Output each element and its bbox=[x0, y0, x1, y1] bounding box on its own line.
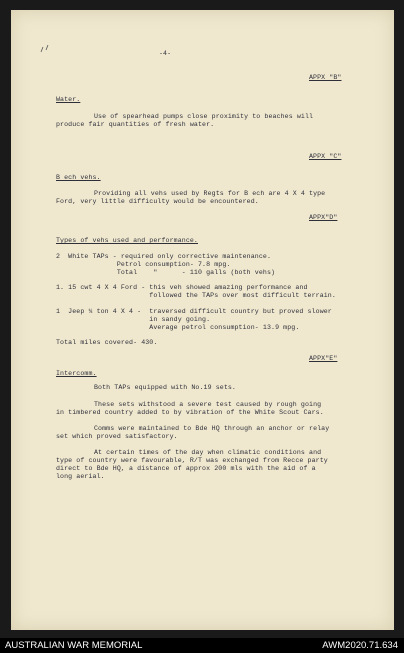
appendix-d-label: APPX"D" bbox=[309, 214, 338, 221]
vehs-line-3: Total " - 110 galls (both vehs) bbox=[56, 269, 276, 276]
water-heading: Water. bbox=[56, 96, 81, 103]
water-line-2: produce fair quantities of fresh water. bbox=[56, 121, 215, 128]
footer-bar bbox=[0, 638, 404, 653]
vehs-performance-heading: Types of vehs used and performance. bbox=[56, 237, 198, 244]
page-number: -4- bbox=[159, 50, 172, 57]
intercomm-line-3: in timbered country added to by vibration of the White Scout Cars. bbox=[56, 409, 324, 416]
intercomm-line-1: Both TAPs equipped with No.19 sets. bbox=[94, 384, 236, 391]
vehs-line-5: followed the TAPs over most difficult terrain. bbox=[56, 292, 336, 299]
intercomm-line-2: These sets withstood a severe test caused by rough going bbox=[94, 401, 322, 408]
footer-reference: AWM2020.71.634 bbox=[322, 640, 398, 651]
intercomm-line-8: direct to Bde HQ, a distance of approx 200 mls with the aid of a bbox=[56, 465, 316, 472]
b-ech-line-1: Providing all vehs used by Regts for B ech are 4 X 4 type bbox=[94, 190, 326, 197]
intercomm-line-7: type of country were favourable, R/T was exchanged from Recce party bbox=[56, 457, 328, 464]
vehs-line-2: Petrol consumption- 7.8 mpg. bbox=[56, 261, 231, 268]
footer-source: AUSTRALIAN WAR MEMORIAL bbox=[5, 640, 143, 651]
b-ech-vehs-heading: B ech vehs. bbox=[56, 174, 101, 181]
document-page bbox=[11, 10, 394, 630]
intercomm-line-4: Comms were maintained to Bde HQ through an anchor or relay bbox=[94, 425, 330, 432]
water-line-1: Use of spearhead pumps close proximity to beaches will bbox=[94, 113, 314, 120]
intercomm-line-6: At certain times of the day when climatic conditions and bbox=[94, 449, 322, 456]
appendix-e-label: APPX"E" bbox=[309, 355, 338, 362]
pencil-mark-icon bbox=[39, 43, 53, 55]
b-ech-line-2: Ford, very little difficulty would be encountered. bbox=[56, 198, 259, 205]
vehs-line-6: 1 Jeep ¼ ton 4 X 4 - traversed difficult country but proved slower bbox=[56, 308, 332, 315]
vehs-line-1: 2 White TAPs - required only corrective maintenance. bbox=[56, 253, 272, 260]
total-miles: Total miles covered- 430. bbox=[56, 339, 158, 346]
appendix-c-label: APPX "C" bbox=[309, 153, 342, 160]
intercomm-heading: Intercomm. bbox=[56, 370, 97, 377]
vehs-line-4: 1. 15 cwt 4 X 4 Ford - this veh showed amazing performance and bbox=[56, 284, 308, 291]
intercomm-line-5: set which proved satisfactory. bbox=[56, 433, 178, 440]
appendix-b-label: APPX "B" bbox=[309, 74, 342, 81]
vehs-line-7: in sandy going. bbox=[56, 316, 211, 323]
intercomm-line-9: long aerial. bbox=[56, 473, 105, 480]
vehs-line-8: Average petrol consumption- 13.9 mpg. bbox=[56, 324, 300, 331]
